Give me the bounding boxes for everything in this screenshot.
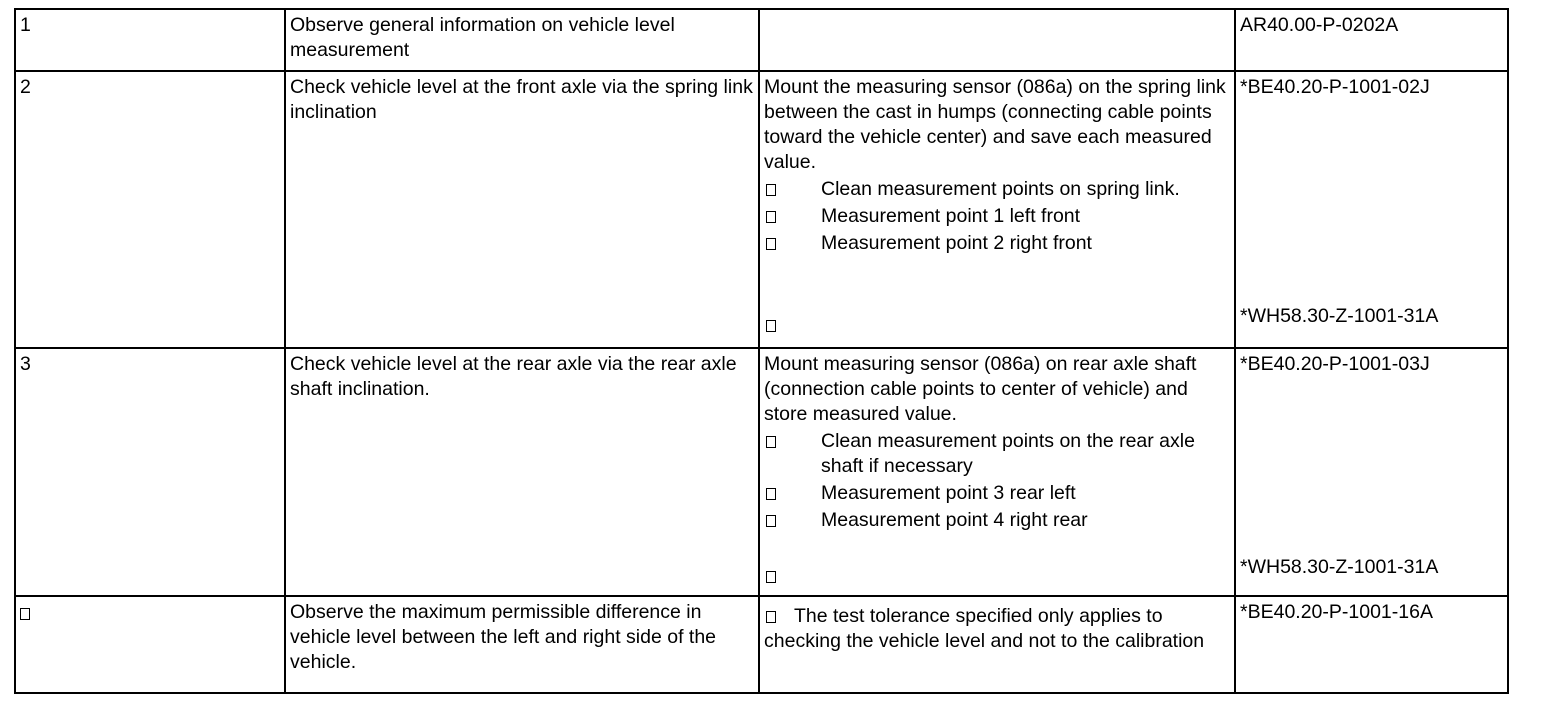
list-item — [764, 231, 1229, 256]
step-reference: *BE40.20-P-1001-02J — [1240, 76, 1430, 98]
step-details-cell — [759, 596, 1235, 693]
bullet-text: Measurement point 3 rear left — [821, 482, 1076, 504]
step-task: Observe general information on vehicle level measurement — [285, 9, 759, 71]
step-details: The test tolerance specified only applies to checking the vehicle level and not to the calibration — [764, 605, 1205, 652]
step-reference: *BE40.20-P-1001-16A — [1235, 596, 1508, 693]
table-row — [15, 348, 1508, 596]
list-item — [764, 508, 1229, 533]
step-task: Check vehicle level at the rear axle via the rear axle shaft inclination. — [285, 348, 759, 596]
list-item — [764, 177, 1229, 202]
step-task: Observe the maximum permissible difference in vehicle level between the left and right side of the vehicle. — [285, 596, 759, 693]
step-details: Mount the measuring sensor (086a) on the spring link between the cast in humps (connecting cable points toward the vehicle center) and save each measured value. — [764, 76, 1226, 173]
step-number-cell — [15, 596, 285, 693]
bullet-text: Measurement point 4 right rear — [821, 509, 1088, 531]
bullet-text: Clean measurement points on the rear axle shaft if necessary — [821, 430, 1195, 477]
step-number: 2 — [15, 71, 285, 348]
table-row — [15, 71, 1508, 348]
step-reference: AR40.00-P-0202A — [1235, 9, 1508, 71]
bullet-text: Clean measurement points on spring link. — [821, 178, 1180, 200]
list-item — [764, 481, 1229, 506]
step-task: Check vehicle level at the front axle via the spring link inclination — [285, 71, 759, 348]
step-reference-secondary: *WH58.30-Z-1001-31A — [1240, 556, 1439, 578]
checkbox-icon — [20, 608, 30, 620]
checkbox-icon — [766, 571, 776, 583]
step-reference: *BE40.20-P-1001-03J — [1240, 353, 1430, 375]
bullet-text: Measurement point 2 right front — [821, 232, 1092, 254]
list-item — [764, 204, 1229, 229]
checkbox-icon — [766, 320, 776, 332]
list-item — [764, 429, 1229, 479]
step-reference-cell — [1235, 348, 1508, 596]
step-details: Mount measuring sensor (086a) on rear axle shaft (connection cable points to center of vehicle) and store measured value. — [764, 353, 1197, 425]
checkbox-icon — [766, 611, 776, 623]
checkbox-icon — [766, 238, 776, 250]
table-row — [15, 9, 1508, 71]
checkbox-icon — [766, 488, 776, 500]
checkbox-icon — [766, 184, 776, 196]
table-row — [15, 596, 1508, 693]
step-details-cell — [759, 71, 1235, 348]
step-reference-secondary: *WH58.30-Z-1001-31A — [1240, 305, 1439, 327]
checkbox-icon — [766, 436, 776, 448]
step-reference-cell — [1235, 71, 1508, 348]
step-number: 3 — [15, 348, 285, 596]
checkbox-icon — [766, 515, 776, 527]
procedure-table — [14, 8, 1509, 694]
step-details — [759, 9, 1235, 71]
step-details-cell — [759, 348, 1235, 596]
checkbox-icon — [766, 211, 776, 223]
bullet-text: Measurement point 1 left front — [821, 205, 1081, 227]
step-number: 1 — [15, 9, 285, 71]
